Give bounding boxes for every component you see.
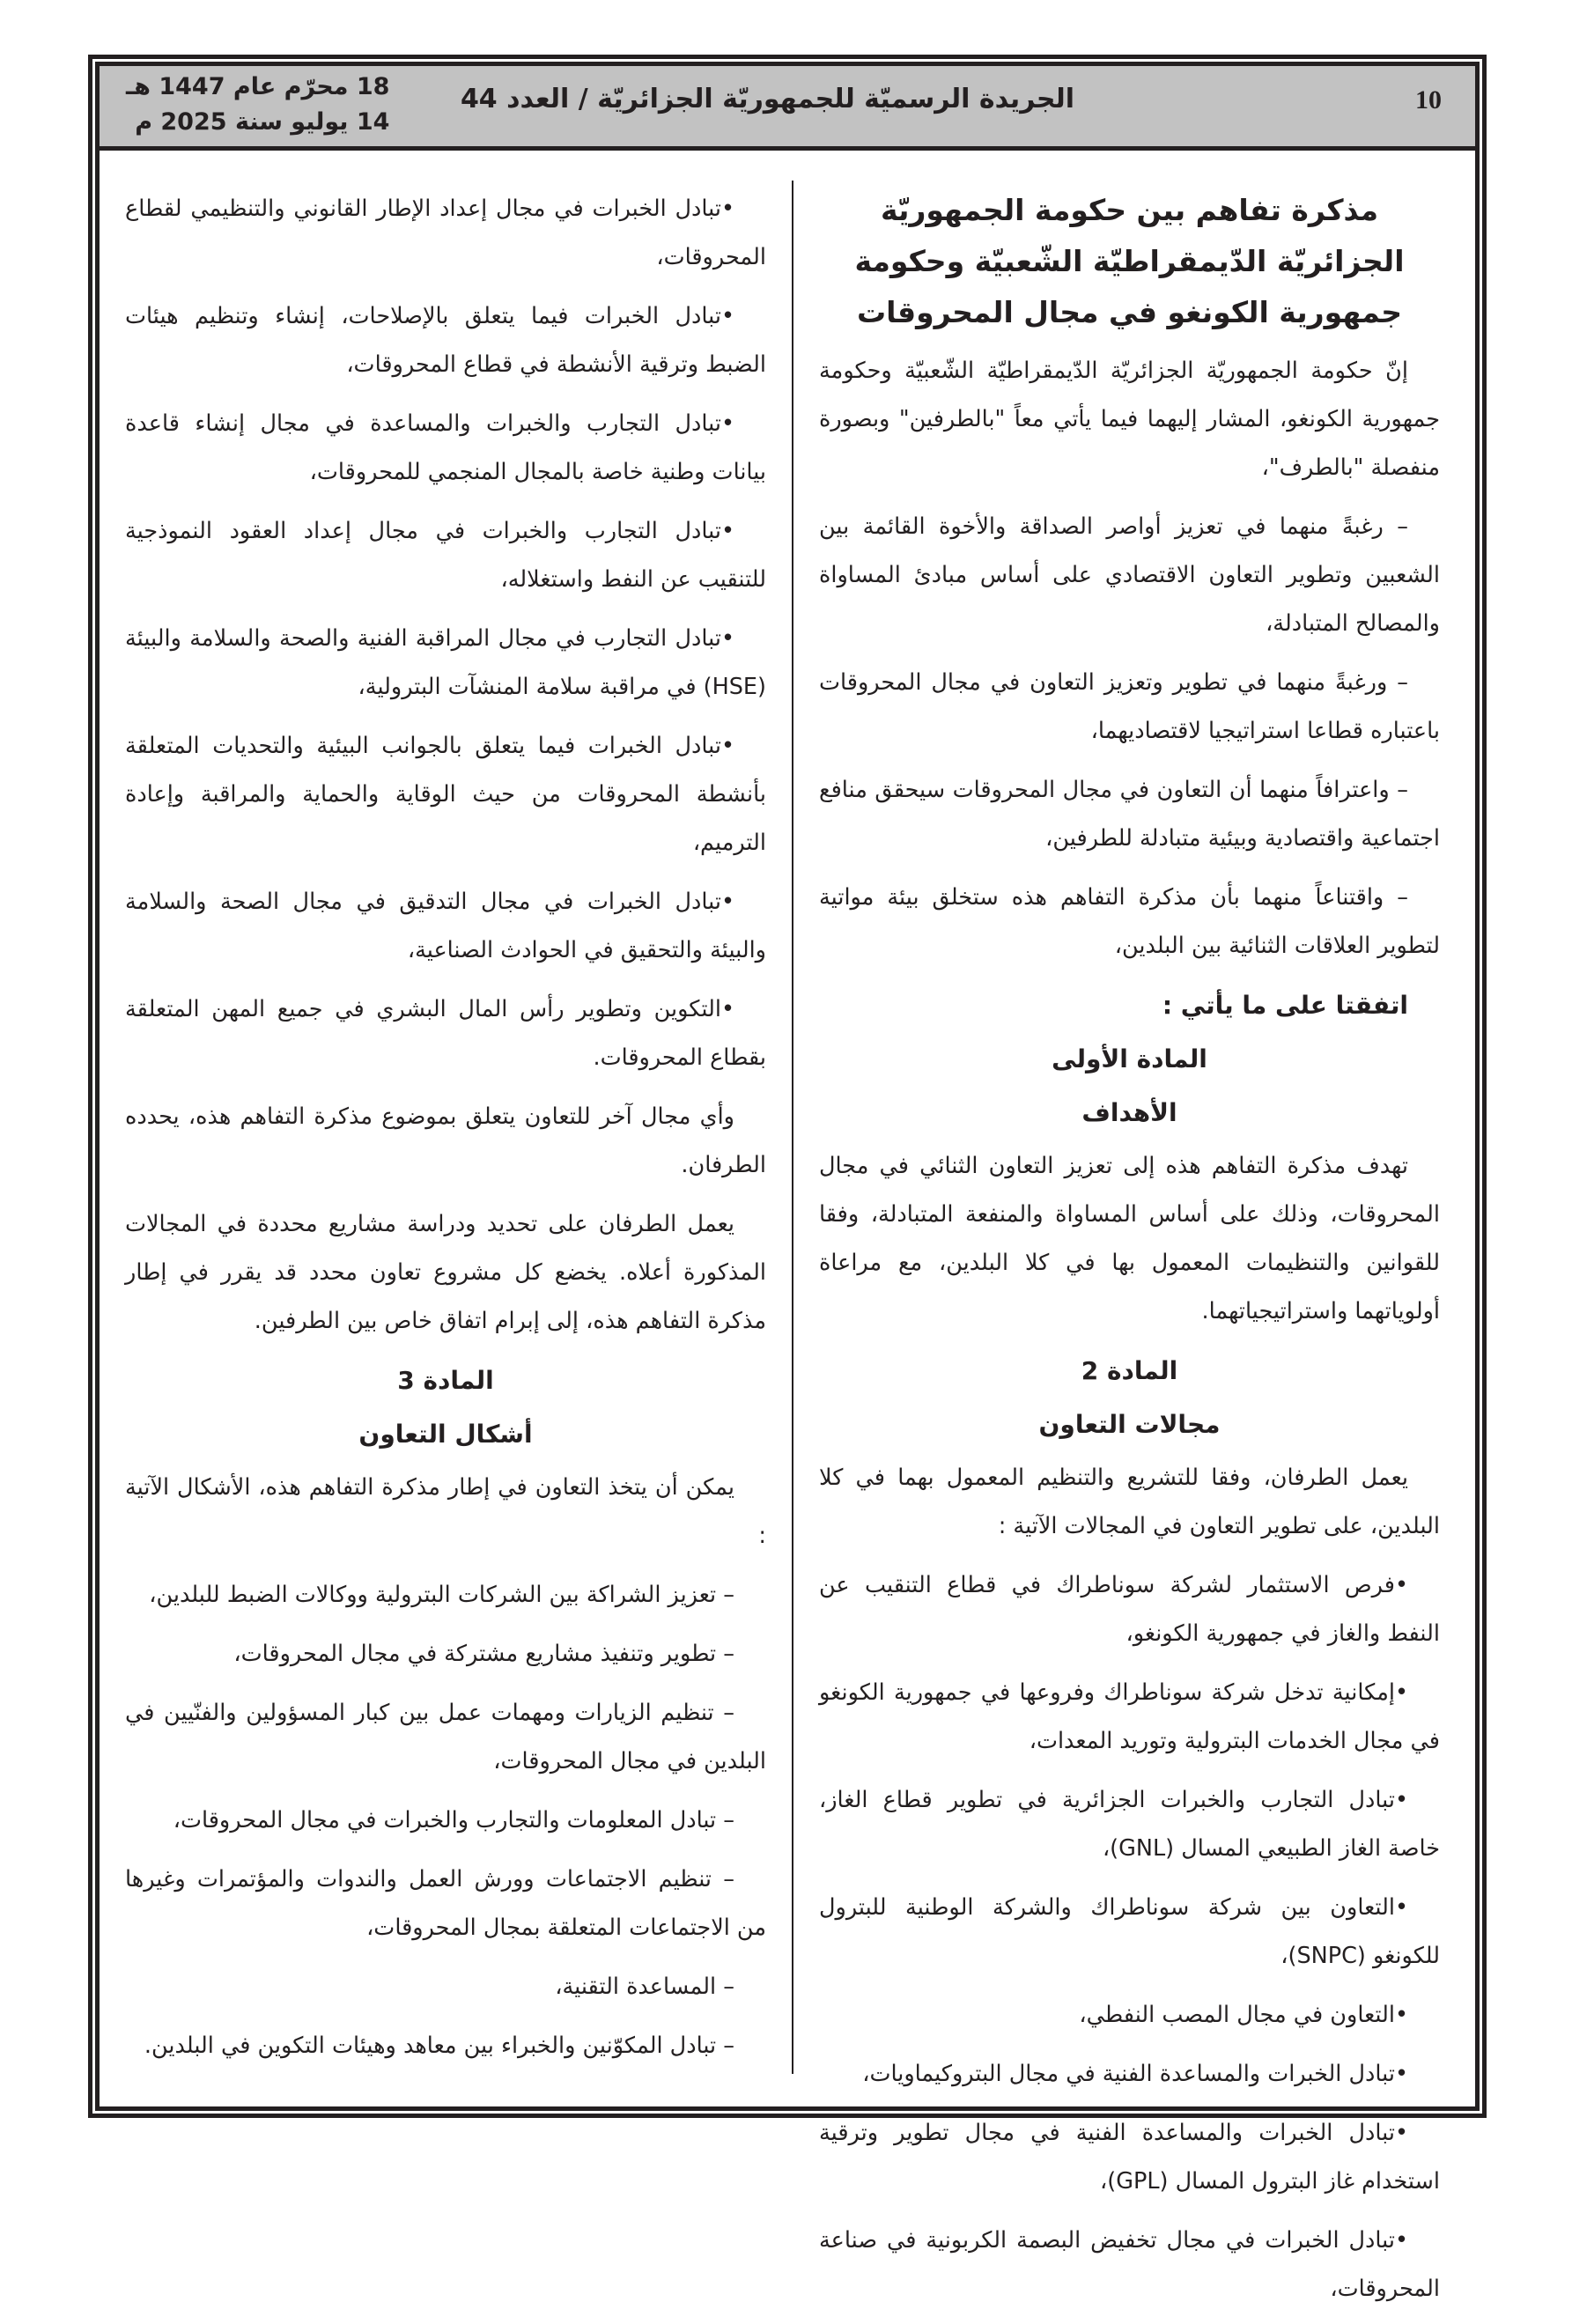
paragraph: يمكن أن يتخذ التعاون في إطار مذكرة التفاهم هذه، الأشكال الآتية : (125, 1474, 766, 1549)
date-hijri: 18 محرّم عام 1447 هـ (126, 73, 390, 100)
issue-date (126, 70, 389, 140)
column-divider (792, 181, 793, 2074)
dash-item: – ورغبةً منهما في تطوير وتعزيز التعاون في مجال المحروقات باعتباره قطاعا استراتيجيا لاقتصاديهما، (819, 669, 1440, 744)
paragraph: يعمل الطرفان على تحديد ودراسة مشاريع محددة في المجالات المذكورة أعلاه. يخضع كل مشروع تعاون محدد قد يقرر في إطار مذكرة التفاهم هذه، إلى إبرام اتفاق خاص بين الطرفين. (125, 1211, 766, 1334)
bullet-item: • تبادل التجارب والخبرات الجزائرية في تطوير قطاع الغاز، خاصة الغاز الطبيعي المسال (GNL)، (819, 1776, 1440, 1873)
bullet-item: • تبادل الخبرات في مجال إعداد الإطار القانوني والتنظيمي لقطاع المحروقات، (125, 185, 766, 282)
dash-item: – رغبةً منهما في تعزيز أواصر الصداقة والأخوة القائمة بين الشعبين وتطوير التعاون الاقتصادي على أساس مبادئ المساواة والمصالح المتبادلة، (819, 513, 1440, 637)
bullet-item: • التعاون في مجال المصب النفطي، (819, 1991, 1440, 2040)
section-heading: اتفقتا على ما يأتي : (1162, 991, 1408, 1020)
gazette-title: الجريدة الرسميّة للجمهوريّة الجزائريّة / العدد 44 (460, 84, 1074, 114)
gazette-header (100, 66, 1475, 151)
bullet-item: • تبادل الخبرات فيما يتعلق بالإصلاحات، إنشاء وتنظيم هيئات الضبط وترقية الأنشطة في قطاع المحروقات، (125, 292, 766, 389)
paragraph: إنّ حكومة الجمهوريّة الجزائريّة الدّيمقراطيّة الشّعبيّة وحكومة جمهورية الكونغو، المشار إليهما فيما يأتي معاً "بالطرفين" وبصورة منفصلة "بالطرف"، (819, 358, 1440, 481)
bullet-item: • تبادل الخبرات في مجال التدقيق في مجال الصحة والسلامة والبيئة والتحقيق في الحوادث الصناعية، (125, 878, 766, 975)
dash-item: – تنظيم الاجتماعات وورش العمل والندوات والمؤتمرات وغيرها من الاجتماعات المتعلقة بمجال المحروقات، (125, 1866, 766, 1941)
dash-item: – تبادل المكوّنين والخبراء بين معاهد وهيئات التكوين في البلدين. (144, 2033, 734, 2059)
article-heading: المادة 3 (397, 1366, 494, 1395)
paragraph: يعمل الطرفان، وفقا للتشريع والتنظيم المعمول بهما في كلا البلدين، على تطوير التعاون في المجالات الآتية : (819, 1464, 1440, 1539)
article-heading: المادة 2 (1081, 1356, 1178, 1385)
paragraph: وأي مجال آخر للتعاون يتعلق بموضوع مذكرة التفاهم هذه، يحدده الطرفان. (125, 1103, 766, 1178)
bullet-item: • تبادل التجارب والخبرات في مجال إعداد العقود النموذجية للتنقيب عن النفط واستغلاله، (125, 507, 766, 604)
paragraph: تهدف مذكرة التفاهم هذه إلى تعزيز التعاون الثنائي في مجال المحروقات، وذلك على أساس المساواة والمنفعة المتبادلة، وفقا للقوانين والتنظيمات المعمول بها في كلا البلدين، مع مراعاة أولوياتهما واستراتيجياتهما. (819, 1153, 1440, 1324)
right-column (819, 185, 1440, 2324)
bullet-item: • تبادل الخبرات في مجال تخفيض البصمة الكربونية في صناعة المحروقات، (819, 2217, 1440, 2313)
bullet-item: • تبادل الخبرات والمساعدة الفنية في مجال تطوير وترقية استخدام غاز البترول المسال (GPL)، (819, 2109, 1440, 2206)
bullet-item: • التعاون بين شركة سوناطراك والشركة الوطنية للبترول للكونغو (SNPC)، (819, 1884, 1440, 1981)
bullet-item: • تبادل الخبرات والمساعدة الفنية في مجال البتروكيماويات، (819, 2050, 1440, 2099)
dash-item: – تطوير وتنفيذ مشاريع مشتركة في مجال المحروقات، (233, 1641, 734, 1667)
article-heading: مجالات التعاون (1038, 1410, 1221, 1439)
bullet-item: • تبادل الخبرات فيما يتعلق بالجوانب البيئية والتحديات المتعلقة بأنشطة المحروقات من حيث الوقاية والحماية والمراقبة وإعادة الترميم، (125, 722, 766, 867)
article-heading: الأهداف (1081, 1098, 1177, 1127)
dash-item: – المساعدة التقنية، (555, 1974, 734, 2000)
bullet-item: • تبادل التجارب في مجال المراقبة الفنية والصحة والسلامة والبيئة (HSE) في مراقبة سلامة المنشآت البترولية، (125, 615, 766, 712)
date-gregorian: 14 يوليو سنة 2025 م (135, 108, 390, 136)
bullet-item: • فرص الاستثمار لشركة سوناطراك في قطاع التنقيب عن النفط والغاز في جمهورية الكونغو، (819, 1561, 1440, 1658)
left-column (125, 185, 766, 2081)
article-heading: المادة الأولى (1052, 1044, 1207, 1073)
page-number: 10 (1415, 85, 1442, 114)
article-heading: أشكال التعاون (358, 1420, 533, 1449)
bullet-item: • تبادل التجارب والخبرات والمساعدة في مجال إنشاء قاعدة بيانات وطنية خاصة بالمجال المنجمي للمحروقات، (125, 400, 766, 497)
dash-item: – واعترافاً منهما أن التعاون في مجال المحروقات سيحقق منافع اجتماعية واقتصادية وبيئية متبادلة للطرفين، (819, 777, 1440, 852)
document-title: مذكرة تفاهم بين حكومة الجمهوريّة الجزائريّة الدّيمقراطيّة الشّعبيّة وحكومة جمهورية الكونغو في مجال المحروقات (854, 193, 1405, 329)
bullet-item: • التكوين وتطوير رأس المال البشري في جميع المهن المتعلقة بقطاع المحروقات. (125, 985, 766, 1082)
dash-item: – واقتناعاً منهما بأن مذكرة التفاهم هذه ستخلق بيئة مواتية لتطوير العلاقات الثنائية بين البلدين، (819, 884, 1440, 959)
dash-item: – تبادل المعلومات والتجارب والخبرات في مجال المحروقات، (173, 1807, 734, 1833)
bullet-item: • إمكانية تدخل شركة سوناطراك وفروعها في جمهورية الكونغو في مجال الخدمات البترولية وتوريد المعدات، (819, 1669, 1440, 1766)
dash-item: – تنظيم الزيارات ومهمات عمل بين كبار المسؤولين والفنّيين في البلدين في مجال المحروقات، (125, 1700, 766, 1774)
dash-item: – تعزيز الشراكة بين الشركات البترولية ووكالات الضبط للبلدين، (149, 1582, 734, 1608)
